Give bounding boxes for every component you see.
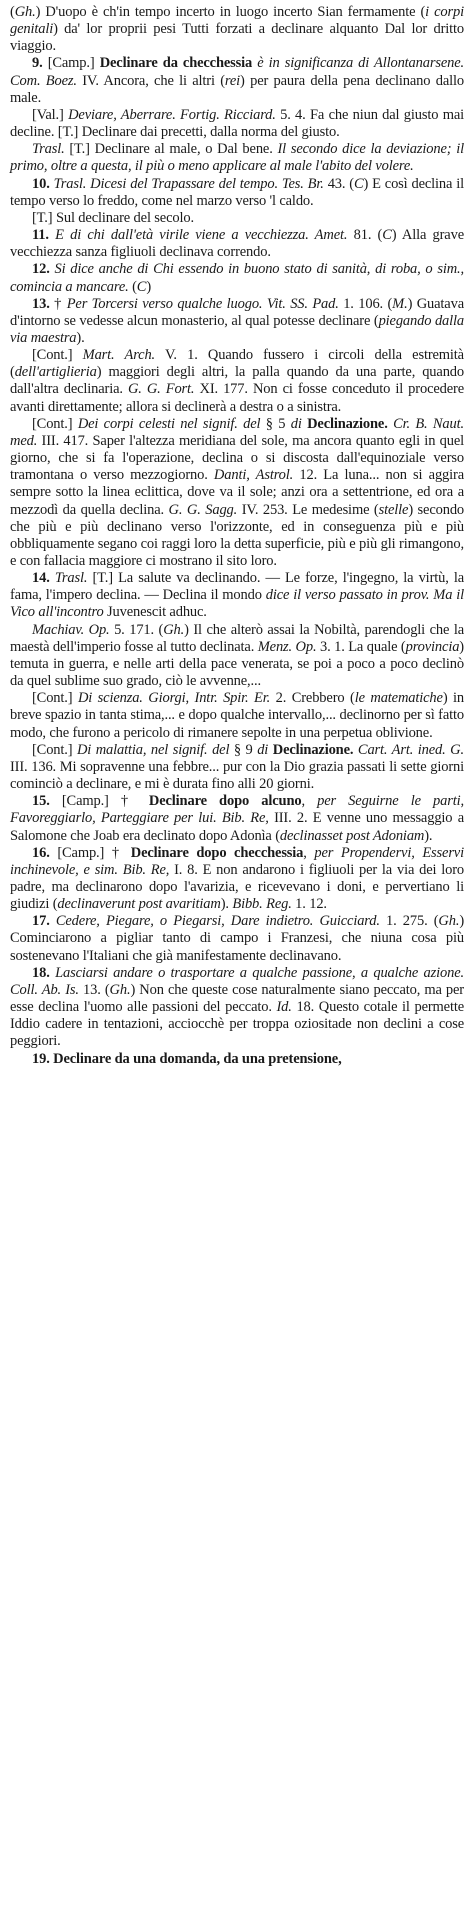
bold-run: 15. — [32, 793, 50, 810]
entry-paragraph — [10, 965, 464, 1051]
text-run: ) Non che queste cose naturalmente siano peccato, ma per esse declina l'uomo alle passioni del peccato. — [10, 981, 464, 1016]
text-run: ( — [10, 4, 15, 20]
entry-paragraph — [10, 141, 464, 175]
bold-run: 13. — [32, 295, 50, 312]
text-run: [T.] Sul declinare del secolo. — [32, 209, 194, 226]
entry-paragraph — [10, 622, 464, 691]
bold-run: 12. — [32, 261, 50, 278]
text-run: I. 8. E non andarono i figliuoli per la via dei loro padre, ma declinarono dopo l'avarizia, e ricevevano i doni, e pervertiano li giudizi ( — [10, 861, 465, 913]
italic-run: Gh. — [163, 621, 185, 638]
italic-run: Di malattia, nel signif. del — [76, 741, 230, 758]
bold-run: 19. Declinare da una domanda, da una pretensione, — [32, 1050, 342, 1067]
italic-run: G. G. Fort. — [127, 381, 195, 398]
italic-run: declinasset post Adoniam — [279, 827, 425, 844]
entry-paragraph — [10, 347, 464, 416]
entry-paragraph — [10, 227, 464, 261]
text-run: ). — [76, 329, 85, 346]
entry-paragraph — [10, 296, 464, 347]
italic-run: per Seguirne le parti, Favoreggiarlo, Parteggiare per lui. Bib. Re, — [10, 793, 464, 827]
text-run: ) Alla grave vecchiezza sanza figliuoli declinava correndo. — [10, 227, 464, 261]
text-run: ) in breve spazio in tanta stima,... e dopo qualche intervallo,... declinorno per sì fatto modo, che furono a pericolo di rimanere sepolte in una perpetua oblivione. — [10, 690, 464, 741]
text-run: ). — [424, 827, 433, 844]
text-run: 12. La luna... non si aggira sempre sotto la linea eclittica, dove va il sole; anzi ora a settentrione, ed ora a mezzodì da quella declina. — [10, 467, 464, 518]
text-run: § 9 — [229, 741, 258, 758]
italic-run: Lasciarsi andare o trasportare a qualche passione, a qualche azione. Coll. Ab. Is. — [10, 964, 464, 998]
italic-run: C — [382, 227, 392, 244]
italic-run: Il secondo dice la deviazione; il primo, oltre a questa, il più o meno applicare al male l'abito del volere. — [10, 141, 464, 175]
text-run: ) temuta in guerra, e nelle arti della pace venerata, se poi a poco a poco declinò da quel sublime suo grado, ciò le avvenne,... — [10, 638, 464, 690]
text-run: 1. 275. ( — [379, 913, 439, 930]
italic-run: Si dice anche di Chi essendo in buono stato di sanità, di roba, o sim., comincia a mancare. — [10, 261, 464, 295]
entry-paragraph — [10, 261, 464, 295]
text-run: III. 417. Saper l'altezza meridiana del sole, ma ancora quanto egli in quel giorno, che si fa l'operazione, declina o si discosta dall'equinoziale verso tramontana o verso mezzogiorno. — [10, 432, 464, 484]
italic-run: Trasl. Dicesi del Trapassare del tempo. Tes. Br. — [53, 175, 324, 192]
text-run: [Cont.] — [32, 741, 77, 758]
text-run: III. 2. E venne uno messaggio a Salomone che Joab era declinato dopo Adonìa ( — [10, 810, 464, 844]
text-run: 5. 171. ( — [109, 621, 164, 638]
italic-run: Gh. — [109, 981, 131, 998]
bold-run: 11. — [32, 227, 49, 244]
italic-run: dice il verso passato in prov. Ma il Vico all'incontro — [10, 587, 464, 621]
text-run: § 5 — [260, 415, 291, 432]
text-run: ) secondo che più e più declinano verso l'orizzonte, ed in conseguenza più e più obbliquamente segano coi raggi loro la detta superficie, più e più gli rimangono, e con fallacia maggiore ci mostrano il sito loro. — [10, 501, 465, 569]
italic-run: Menz. Op. — [257, 638, 317, 655]
italic-run: Bibb. Reg. — [232, 896, 292, 913]
bold-run: Declinare dopo alcuno — [148, 793, 302, 810]
text-run: ) E così declina il tempo verso lo freddo, come nel marzo verso 'l caldo. — [10, 175, 464, 209]
italic-run: E di chi dall'età virile viene a vecchiezza. Amet. — [55, 227, 348, 244]
bold-run: 9. — [32, 55, 43, 72]
text-run: ( — [128, 278, 137, 295]
entry-paragraph — [10, 416, 464, 570]
italic-run: Cr. B. Naut. med. — [10, 415, 464, 449]
italic-run: Mart. Arch. — [82, 347, 156, 364]
bold-run: 14. — [32, 570, 50, 587]
text-run: ) Il che alterò assai la Nobiltà, parendogli che la maestà dell'imperio fosse al tutto declinata. — [10, 621, 464, 655]
bold-run: Declinare da checchessia — [99, 55, 253, 72]
italic-run: Cedere, Piegare, o Piegarsi, Dare indietro. Guicciard. — [55, 913, 380, 930]
text-run: 1. 106. ( — [338, 295, 393, 312]
text-run: 2. Crebbero ( — [270, 690, 355, 707]
italic-run: provincia — [405, 638, 460, 655]
text-run: 43. ( — [323, 175, 354, 192]
text-run: ) Guatava d'intorno se vedesse alcun monasterio, al qual potesse declinare ( — [10, 295, 464, 329]
bold-run: 18. — [32, 964, 50, 981]
italic-run: declinaverunt post avaritiam — [57, 896, 221, 913]
italic-run: di — [290, 415, 302, 432]
text-run: 81. ( — [347, 227, 383, 244]
italic-run: Gh. — [438, 913, 460, 930]
text-run: XI. 177. Non ci fosse conceduto il procedere avanti direttamente; allora si declinerà a destra o a sinistra. — [10, 381, 464, 415]
entry-paragraph — [10, 690, 464, 741]
text-run: 18. Questo cotale il permette Iddio cadere in tentazioni, acciocchè per troppa oziositade non declini a cose peggiori. — [10, 999, 464, 1050]
text-run: ) — [146, 278, 151, 295]
italic-run: Di scienza. Giorgi, Intr. Spir. Er. — [77, 690, 271, 707]
text-run: 1. 12. — [291, 896, 327, 913]
bold-run: Declinazione. — [307, 415, 388, 432]
italic-run: dell'artiglieria — [14, 364, 97, 381]
italic-run: Id. — [276, 999, 292, 1016]
bold-run: 16. — [32, 844, 50, 861]
entry-paragraph — [10, 176, 464, 210]
text-run: 13. ( — [78, 981, 110, 998]
text-run: ) maggiori degli altri, la palla quando da una parte, quando dall'altra declinaria. — [10, 364, 464, 398]
italic-run: Per Torcersi verso qualche luogo. Vit. SS. Pad. — [66, 295, 339, 312]
italic-run: Deviare, Aberrare. Fortig. Ricciard. — [68, 106, 276, 123]
entry-paragraph — [10, 845, 464, 914]
entry-paragraph — [10, 913, 464, 964]
text-run: ) da' lor proprii pesi Tutti forzati a declinare alquanto Dal lor dritto viaggio. — [10, 21, 464, 55]
entry-paragraph — [10, 570, 464, 621]
entry-paragraph — [10, 742, 464, 793]
text-run: [Cont.] — [32, 347, 83, 364]
text-run: V. 1. Quando fussero i circoli della estremità ( — [10, 347, 464, 381]
text-run: , — [301, 793, 318, 810]
text-run: [Camp.] † — [49, 844, 131, 861]
entry-paragraph — [10, 210, 464, 227]
entry-paragraph — [10, 55, 464, 106]
text-run: [Cont.] — [32, 415, 78, 432]
italic-run: le matematiche — [354, 690, 443, 707]
text-run: ) per paura della pena declinano dallo male. — [10, 72, 464, 106]
italic-run: è in significanza di Allontanarsene. Com. Boez. — [10, 55, 464, 89]
italic-run: Gh. — [14, 4, 36, 20]
text-run: ) Cominciarono a pigliar tanto di campo i Franzesi, che niuna cosa più sostenevano l'Italiani che già manifestamente declinavano. — [10, 913, 464, 964]
text-run: [T.] La salute va declinando. — Le forze, l'ingegno, la virtù, la fama, l'impero declina. — Declina il mondo — [10, 570, 464, 604]
bold-run: Declinazione. — [272, 741, 354, 758]
italic-run: per Propendervi, Esservi inchinevole, e sim. Bib. Re, — [10, 844, 464, 878]
text-run: [Cont.] — [32, 690, 78, 707]
entry-paragraph — [10, 4, 464, 55]
italic-run: rei — [224, 72, 241, 89]
italic-run: Machiav. Op. — [32, 621, 110, 638]
text-run: III. 136. Mi sopravenne una febbre... pur con la Dio grazia passati li sette giorni cominciò a declinare, e mi è durata fino alli 20 giorni. — [10, 758, 464, 793]
bold-run: Declinare dopo checchessia — [130, 844, 304, 861]
italic-run: Dei corpi celesti nel signif. del — [77, 415, 261, 432]
italic-run: stelle — [378, 501, 409, 518]
entry-paragraph — [10, 793, 464, 844]
entry-paragraph — [10, 107, 464, 141]
italic-run: piegando dalla via maestra — [10, 312, 465, 346]
text-run: ). — [220, 896, 233, 913]
text-run: 3. 1. La quale ( — [316, 638, 406, 655]
italic-run: M. — [392, 295, 408, 312]
italic-run: i corpi genitali — [10, 4, 464, 38]
text-run: IV. Ancora, che li altri ( — [76, 72, 225, 89]
italic-run: di — [257, 741, 269, 758]
entry-paragraph — [10, 1051, 464, 1068]
italic-run: C — [136, 278, 147, 295]
italic-run: Trasl. — [54, 570, 88, 587]
text-run: IV. 253. Le medesime ( — [237, 501, 379, 518]
italic-run: G. G. Sagg. — [168, 501, 238, 518]
text-run: [Camp.] † — [49, 793, 149, 810]
text-run: † — [49, 295, 67, 312]
italic-run: C — [353, 175, 364, 192]
italic-run: Trasl. — [32, 141, 65, 158]
text-run: [Val.] — [32, 106, 69, 123]
italic-run: Danti, Astrol. — [213, 467, 294, 484]
text-run: [Camp.] — [42, 55, 100, 72]
italic-run: Cart. Art. ined. G. — [357, 741, 464, 758]
bold-run: 17. — [32, 913, 50, 930]
text-run: [T.] Declinare al male, o Dal bene. — [64, 141, 278, 158]
text-run: Juvenescit adhuc. — [103, 604, 207, 621]
bold-run: 10. — [32, 175, 50, 192]
text-run: ) D'uopo è ch'in tempo incerto in luogo incerto Sian fermamente ( — [35, 4, 426, 20]
text-run: , — [303, 844, 315, 861]
text-run: 5. 4. Fa che niun dal giusto mai decline. [T.] Declinare dai precetti, dalla norma del giusto. — [10, 106, 465, 141]
